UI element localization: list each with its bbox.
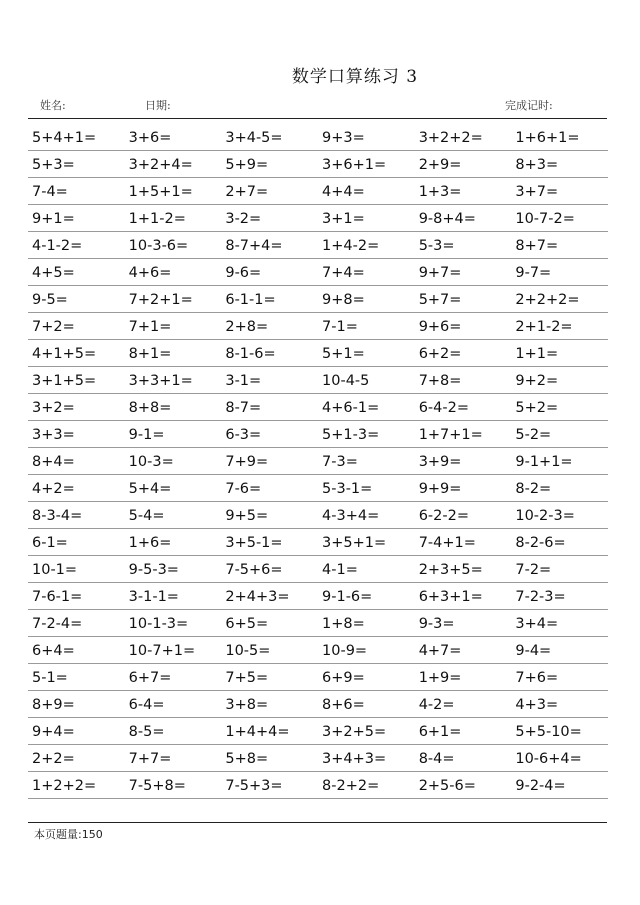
- problem-cell: 7-2=: [515, 562, 552, 578]
- problem-cell: 10-1=: [32, 562, 78, 578]
- problem-cell: 7-6-1=: [32, 589, 83, 605]
- problem-cell: 7-2-3=: [515, 589, 566, 605]
- problem-cell: 4+2=: [32, 481, 75, 497]
- problem-cell: 7-3=: [322, 454, 358, 470]
- problem-cell: 10-4-5: [322, 373, 370, 389]
- problem-cell: 1+3=: [418, 184, 462, 200]
- problem-cell: 2+7=: [225, 184, 269, 200]
- problem-count: 本页题量:150: [34, 828, 103, 841]
- problem-cell: 10-3=: [128, 454, 174, 470]
- problem-cell: 9+7=: [418, 265, 462, 281]
- problem-row: [28, 313, 608, 340]
- problem-cell: 9+6=: [418, 319, 462, 335]
- problem-row: [28, 610, 608, 637]
- problem-cell: 6-4-2=: [418, 400, 469, 416]
- problem-cell: 6+3+1=: [418, 589, 483, 605]
- problem-cell: 8-7=: [225, 400, 262, 416]
- problem-cell: 8+8=: [128, 400, 172, 416]
- problem-row: [28, 637, 608, 664]
- problem-cell: 7-5+6=: [225, 562, 283, 578]
- problem-cell: 7+4=: [322, 265, 365, 281]
- problem-cell: 6-2-2=: [418, 508, 469, 524]
- problem-cell: 9-2-4=: [515, 778, 566, 794]
- problem-cell: 3+4=: [515, 616, 559, 632]
- problem-cell: 1+5+1=: [128, 184, 193, 200]
- problem-cell: 1+4-2=: [322, 238, 380, 254]
- problem-cell: 9+1=: [32, 211, 75, 227]
- problem-cell: 9+4=: [32, 724, 75, 740]
- problem-cell: 7-4+1=: [418, 535, 476, 551]
- problem-cell: 9+5=: [225, 508, 269, 524]
- problem-cell: 9-4=: [515, 643, 552, 659]
- problem-cell: 4+7=: [418, 643, 462, 659]
- problem-cell: 3-1=: [225, 373, 262, 389]
- problem-cell: 7+5=: [225, 670, 269, 686]
- problem-cell: 9+8=: [322, 292, 365, 308]
- problem-row: [28, 124, 608, 151]
- problem-cell: 10-1-3=: [128, 616, 189, 632]
- problem-cell: 3+1=: [322, 211, 365, 227]
- problem-cell: 5+4=: [128, 481, 172, 497]
- problem-row: [28, 691, 608, 718]
- problem-cell: 9-1+1=: [515, 454, 573, 470]
- problem-cell: 9+2=: [515, 373, 559, 389]
- date-label: 日期:: [145, 99, 171, 112]
- problem-cell: 9-5-3=: [128, 562, 179, 578]
- problem-cell: 5+2=: [515, 400, 559, 416]
- problem-row: [28, 151, 608, 178]
- problem-cell: 3+4-5=: [225, 130, 283, 146]
- problem-cell: 3+8=: [225, 697, 269, 713]
- problem-cell: 7-2-4=: [32, 616, 83, 632]
- problem-cell: 1+2+2=: [32, 778, 97, 794]
- problem-cell: 8+7=: [515, 238, 559, 254]
- problem-cell: 3-2=: [225, 211, 262, 227]
- problem-cell: 5-3-1=: [322, 481, 373, 497]
- problem-grid: [28, 124, 608, 799]
- problem-row: [28, 583, 608, 610]
- problem-cell: 3+3+1=: [128, 373, 193, 389]
- problem-cell: 5-3=: [418, 238, 455, 254]
- problem-row: [28, 259, 608, 286]
- problem-cell: 3+5-1=: [225, 535, 283, 551]
- problem-cell: 10-7+1=: [128, 643, 196, 659]
- problem-cell: 10-2-3=: [515, 508, 575, 524]
- problem-cell: 6-1-1=: [225, 292, 276, 308]
- problem-cell: 9+9=: [418, 481, 462, 497]
- problem-cell: 4+6=: [128, 265, 172, 281]
- problem-cell: 9-5=: [32, 292, 68, 308]
- problem-cell: 7-5+8=: [128, 778, 186, 794]
- problem-cell: 6+1=: [418, 724, 462, 740]
- problem-cell: 4-1-2=: [32, 238, 83, 254]
- problem-cell: 5-1=: [32, 670, 68, 686]
- problem-cell: 3-1-1=: [128, 589, 179, 605]
- problem-cell: 4+5=: [32, 265, 75, 281]
- problem-cell: 6+4=: [32, 643, 75, 659]
- problem-row: [28, 232, 608, 259]
- problem-cell: 7-1=: [322, 319, 358, 335]
- problem-cell: 6-1=: [32, 535, 68, 551]
- problem-cell: 7+9=: [225, 454, 269, 470]
- problem-cell: 3+9=: [418, 454, 462, 470]
- problem-cell: 3+2+4=: [128, 157, 193, 173]
- problem-cell: 2+5-6=: [418, 778, 476, 794]
- problem-cell: 3+3=: [32, 427, 75, 443]
- problem-cell: 8-2-6=: [515, 535, 566, 551]
- problem-cell: 3+2+2=: [418, 130, 483, 146]
- problem-cell: 4+6-1=: [322, 400, 380, 416]
- problem-cell: 5+5-10=: [515, 724, 582, 740]
- problem-cell: 8+4=: [32, 454, 75, 470]
- problem-cell: 8+3=: [515, 157, 559, 173]
- problem-cell: 9-3=: [418, 616, 455, 632]
- problem-cell: 6+9=: [322, 670, 365, 686]
- problem-cell: 3+6=: [128, 130, 172, 146]
- problem-cell: 10-9=: [322, 643, 368, 659]
- problem-cell: 3+5+1=: [322, 535, 387, 551]
- problem-cell: 6+2=: [418, 346, 462, 362]
- problem-cell: 4-3+4=: [322, 508, 380, 524]
- problem-cell: 8-2+2=: [322, 778, 380, 794]
- problem-cell: 2+4+3=: [225, 589, 290, 605]
- problem-cell: 10-3-6=: [128, 238, 189, 254]
- problem-cell: 3+2+5=: [322, 724, 387, 740]
- problem-cell: 8-1-6=: [225, 346, 276, 362]
- problem-cell: 9-1-6=: [322, 589, 373, 605]
- problem-cell: 4-1=: [322, 562, 358, 578]
- problem-cell: 8-4=: [418, 751, 455, 767]
- problem-cell: 3+7=: [515, 184, 559, 200]
- footer-divider: [28, 822, 607, 823]
- problem-row: [28, 448, 608, 475]
- problem-row: [28, 502, 608, 529]
- problem-cell: 6-3=: [225, 427, 262, 443]
- page-title: 数学口算练习 3: [291, 67, 419, 87]
- problem-cell: 9-8+4=: [418, 211, 476, 227]
- problem-cell: 3+4+3=: [322, 751, 387, 767]
- problem-row: [28, 421, 608, 448]
- problem-cell: 1+6+1=: [515, 130, 580, 146]
- problem-row: [28, 664, 608, 691]
- problem-cell: 7+8=: [418, 373, 462, 389]
- problem-cell: 7+2+1=: [128, 292, 193, 308]
- problem-cell: 9-1=: [128, 427, 165, 443]
- problem-cell: 2+9=: [418, 157, 462, 173]
- problem-cell: 7+6=: [515, 670, 559, 686]
- problem-cell: 1+8=: [322, 616, 365, 632]
- problem-cell: 6+5=: [225, 616, 269, 632]
- problem-cell: 6-4=: [128, 697, 165, 713]
- problem-cell: 8-7+4=: [225, 238, 283, 254]
- problem-cell: 6+7=: [128, 670, 172, 686]
- problem-cell: 5+7=: [418, 292, 462, 308]
- problem-row: [28, 178, 608, 205]
- problem-cell: 4+4=: [322, 184, 365, 200]
- problem-cell: 1+7+1=: [418, 427, 483, 443]
- problem-cell: 3+1+5=: [32, 373, 97, 389]
- problem-cell: 9-6=: [225, 265, 262, 281]
- problem-row: [28, 745, 608, 772]
- problem-cell: 5+9=: [225, 157, 269, 173]
- name-label: 姓名:: [40, 99, 66, 112]
- problem-cell: 2+1-2=: [515, 319, 573, 335]
- problem-cell: 1+4+4=: [225, 724, 290, 740]
- problem-cell: 5-4=: [128, 508, 165, 524]
- problem-row: [28, 367, 608, 394]
- problem-cell: 1+1=: [515, 346, 559, 362]
- problem-cell: 4+3=: [515, 697, 559, 713]
- problem-cell: 3+6+1=: [322, 157, 387, 173]
- problem-row: [28, 340, 608, 367]
- problem-cell: 8+6=: [322, 697, 365, 713]
- problem-cell: 2+2+2=: [515, 292, 580, 308]
- problem-cell: 1+1-2=: [128, 211, 186, 227]
- problem-cell: 10-7-2=: [515, 211, 575, 227]
- problem-cell: 8-5=: [128, 724, 165, 740]
- problem-cell: 10-5=: [225, 643, 271, 659]
- problem-cell: 7+1=: [128, 319, 172, 335]
- problem-cell: 7+7=: [128, 751, 172, 767]
- problem-cell: 7+2=: [32, 319, 75, 335]
- problem-cell: 2+3+5=: [418, 562, 483, 578]
- problem-cell: 8-2=: [515, 481, 552, 497]
- header-divider: [28, 118, 607, 119]
- problem-cell: 9-7=: [515, 265, 552, 281]
- problem-cell: 8+9=: [32, 697, 75, 713]
- problem-cell: 2+8=: [225, 319, 269, 335]
- problem-cell: 8-3-4=: [32, 508, 83, 524]
- problem-cell: 5-2=: [515, 427, 552, 443]
- problem-cell: 5+1-3=: [322, 427, 380, 443]
- problem-row: [28, 475, 608, 502]
- problem-cell: 5+3=: [32, 157, 75, 173]
- problem-cell: 5+4+1=: [32, 130, 97, 146]
- problem-cell: 4+1+5=: [32, 346, 97, 362]
- problem-cell: 7-6=: [225, 481, 262, 497]
- problem-row: [28, 556, 608, 583]
- problem-cell: 7-5+3=: [225, 778, 283, 794]
- problem-row: [28, 718, 608, 745]
- problem-cell: 5+1=: [322, 346, 365, 362]
- problem-cell: 8+1=: [128, 346, 172, 362]
- problem-row: [28, 772, 608, 799]
- problem-cell: 10-6+4=: [515, 751, 582, 767]
- problem-cell: 4-2=: [418, 697, 455, 713]
- time-label: 完成记时:: [505, 99, 553, 112]
- problem-row: [28, 394, 608, 421]
- problem-row: [28, 205, 608, 232]
- problem-cell: 9+3=: [322, 130, 365, 146]
- problem-row: [28, 529, 608, 556]
- problem-cell: 3+2=: [32, 400, 75, 416]
- problem-cell: 7-4=: [32, 184, 68, 200]
- problem-cell: 1+6=: [128, 535, 172, 551]
- problem-cell: 1+9=: [418, 670, 462, 686]
- problem-cell: 5+8=: [225, 751, 269, 767]
- problem-cell: 2+2=: [32, 751, 75, 767]
- problem-row: [28, 286, 608, 313]
